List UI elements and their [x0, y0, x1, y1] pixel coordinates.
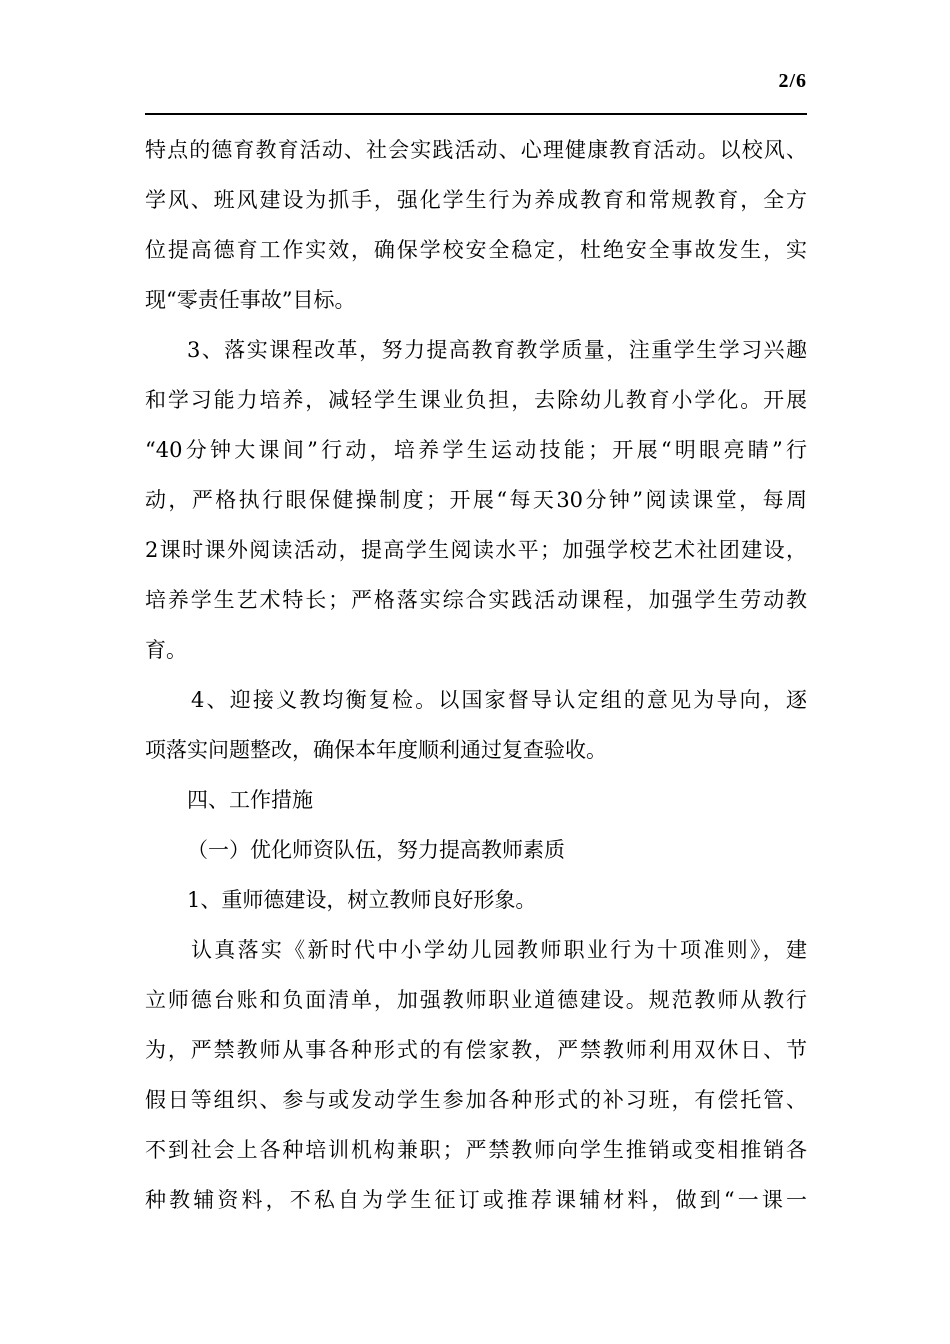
text-line: 现“零责任事故”目标。 — [145, 288, 356, 312]
page-number: 2/6 — [778, 70, 807, 92]
text-line: 种教辅资料，不私自为学生征订或推荐课辅材料，做到“一课一 — [145, 1188, 807, 1212]
text-line: 2课时课外阅读活动，提高学生阅读水平；加强学校艺术社团建设， — [145, 538, 807, 562]
text-line: 项落实问题整改，确保本年度顺利通过复查验收。 — [145, 738, 607, 762]
text-line: 4、迎接义教均衡复检。以国家督导认定组的意见为导向，逐 — [191, 688, 807, 712]
text-line: 不到社会上各种培训机构兼职；严禁教师向学生推销或变相推销各 — [145, 1138, 807, 1162]
text-line: “40分钟大课间”行动，培养学生运动技能；开展“明眼亮睛”行 — [145, 438, 807, 462]
text-line: 假日等组织、参与或发动学生参加各种形式的补习班，有偿托管、 — [145, 1088, 807, 1112]
text-line: 学风、班风建设为抓手，强化学生行为养成教育和常规教育，全方 — [145, 188, 807, 212]
text-line: 育。 — [145, 638, 187, 662]
text-line: 特点的德育教育活动、社会实践活动、心理健康教育活动。以校风、 — [145, 138, 807, 162]
text-line: 认真落实《新时代中小学幼儿园教师职业行为十项准则》，建 — [191, 938, 807, 962]
section-heading: 四、工作措施 — [187, 788, 313, 812]
text-line: 立师德台账和负面清单，加强教师职业道德建设。规范教师从教行 — [145, 988, 807, 1012]
text-line: 动，严格执行眼保健操制度；开展“每天30分钟”阅读课堂，每周 — [145, 488, 807, 512]
text-line: 3、落实课程改革，努力提高教育教学质量，注重学生学习兴趣 — [187, 338, 807, 362]
text-line: 培养学生艺术特长；严格落实综合实践活动课程，加强学生劳动教 — [145, 588, 807, 612]
text-line: 和学习能力培养，减轻学生课业负担，去除幼儿教育小学化。开展 — [145, 388, 807, 412]
header-rule — [145, 113, 807, 115]
item-heading: 1、重师德建设，树立教师良好形象。 — [187, 888, 537, 912]
text-line: 为，严禁教师从事各种形式的有偿家教，严禁教师利用双休日、节 — [145, 1038, 807, 1062]
subsection-heading: （一）优化师资队伍，努力提高教师素质 — [187, 838, 565, 862]
text-line: 位提高德育工作实效，确保学校安全稳定，杜绝安全事故发生，实 — [145, 238, 807, 262]
document-body — [145, 125, 807, 1225]
